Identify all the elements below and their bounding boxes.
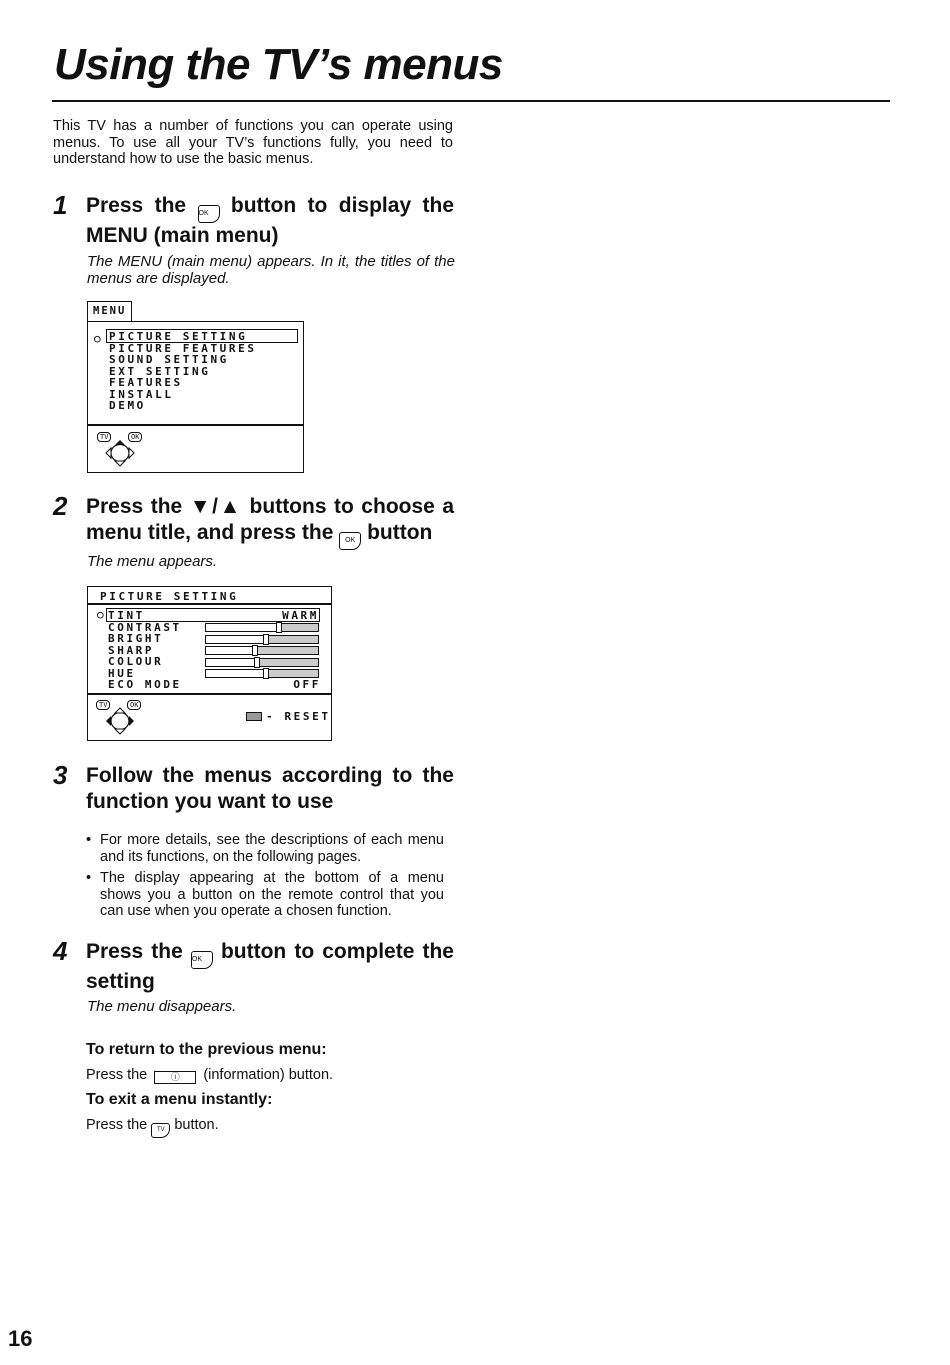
menu-item: PICTURE FEATURES bbox=[109, 341, 257, 355]
picture-setting-screen bbox=[87, 586, 332, 741]
return-text bbox=[86, 1067, 333, 1084]
step-1-text-b: button to display the bbox=[230, 194, 455, 217]
ok-button-icon: OK bbox=[198, 205, 220, 223]
step-4-text-c: setting bbox=[86, 970, 155, 993]
info-button-icon: ⓘ bbox=[154, 1071, 196, 1084]
menu-item: EXT SETTING bbox=[109, 364, 211, 378]
step-2-text-b: menu title, and press the bbox=[86, 521, 334, 544]
grey-button-icon bbox=[246, 712, 262, 721]
menu-item: SOUND SETTING bbox=[109, 353, 229, 366]
step-1-text-c: MENU (main menu) bbox=[86, 224, 279, 247]
menu-screen-tab: MENU bbox=[87, 301, 132, 324]
slider-contrast bbox=[205, 623, 319, 632]
direction-pad-icon bbox=[104, 706, 136, 736]
slider-knob bbox=[263, 634, 269, 645]
ok-button-icon: OK bbox=[191, 951, 213, 969]
step-4-note: The menu disappears. bbox=[87, 998, 237, 1015]
bullet-item: • For more details, see the descriptions of each menu and its functions, on the following pages. bbox=[86, 832, 444, 865]
tv-key-icon: TV bbox=[96, 697, 110, 710]
step-2-text-a: Press the ▼/▲ buttons to choose a bbox=[86, 495, 454, 518]
step-3-text-b: function you want to use bbox=[86, 790, 334, 813]
exit-text-a: Press the bbox=[86, 1117, 148, 1133]
slider-hue bbox=[205, 669, 319, 678]
title-rule bbox=[52, 100, 890, 102]
step-4-text-b: button to complete the bbox=[220, 940, 454, 963]
step-1-text-a: Press the bbox=[86, 194, 187, 217]
slider-knob bbox=[252, 645, 258, 656]
bullet-item: • The display appearing at the bottom of a menu shows you a button on the remote control that you can use when you operate a chosen function. bbox=[86, 870, 444, 920]
reset-label: - RESET bbox=[266, 710, 331, 723]
ok-key-icon: OK bbox=[128, 429, 142, 442]
step-4-text-a: Press the bbox=[86, 940, 183, 963]
slider-knob bbox=[276, 622, 282, 633]
sharp-label: SHARP bbox=[108, 643, 155, 657]
hue-label: HUE bbox=[108, 666, 136, 680]
menu-screen bbox=[87, 321, 304, 473]
step-2-number: 2 bbox=[53, 491, 68, 521]
tv-key-icon: TV bbox=[97, 429, 111, 442]
step-2-note: The menu appears. bbox=[87, 553, 218, 570]
direction-pad-icon bbox=[104, 438, 136, 468]
slider-fill bbox=[206, 624, 278, 631]
picture-screen-title: PICTURE SETTING bbox=[100, 590, 239, 603]
colour-label: COLOUR bbox=[108, 655, 164, 668]
return-text-a: Press the bbox=[86, 1067, 148, 1083]
tint-value: WARM bbox=[282, 609, 319, 622]
eco-mode-label: ECO MODE bbox=[108, 678, 182, 691]
slider-fill bbox=[206, 636, 265, 643]
picture-divider bbox=[88, 693, 331, 695]
slider-fill bbox=[206, 647, 254, 654]
slider-bright bbox=[205, 635, 319, 644]
exit-text bbox=[86, 1117, 219, 1138]
menu-item: INSTALL bbox=[109, 387, 174, 401]
slider-colour bbox=[205, 658, 319, 667]
intro-paragraph: This TV has a number of functions you can operate using menus. To use all your TV’s functions fully, you need to understand how to use the basic menus. bbox=[53, 118, 453, 167]
menu-item: FEATURES bbox=[109, 376, 183, 389]
tint-label: TINT bbox=[108, 609, 145, 622]
ok-button-icon: OK bbox=[339, 532, 361, 550]
picture-title-divider bbox=[88, 603, 331, 605]
cursor-circle-icon: ○ bbox=[97, 608, 104, 621]
menu-item: PICTURE SETTING bbox=[109, 330, 248, 343]
page-number: 16 bbox=[8, 1326, 33, 1351]
return-text-b: (information) button. bbox=[203, 1067, 334, 1083]
step-2-heading bbox=[86, 494, 454, 550]
bullet-list bbox=[86, 832, 444, 925]
step-1-number: 1 bbox=[53, 190, 68, 220]
ok-key-icon: OK bbox=[127, 697, 141, 710]
tv-button-icon: TV bbox=[151, 1123, 170, 1138]
bright-label: BRIGHT bbox=[108, 632, 164, 645]
step-4-number: 4 bbox=[53, 936, 68, 966]
return-heading: To return to the previous menu: bbox=[86, 1041, 327, 1058]
exit-text-b: button. bbox=[174, 1117, 219, 1133]
page-title: Using the TV’s menus bbox=[54, 40, 503, 89]
exit-heading: To exit a menu instantly: bbox=[86, 1091, 273, 1108]
menu-items-list bbox=[109, 331, 257, 412]
slider-knob bbox=[254, 657, 260, 668]
step-3-text-a: Follow the menus according to the bbox=[86, 764, 454, 787]
slider-knob bbox=[263, 668, 269, 679]
step-1-note: The MENU (main menu) appears. In it, the titles of the menus are displayed. bbox=[87, 253, 455, 287]
slider-fill bbox=[206, 670, 265, 677]
cursor-circle-icon: ○ bbox=[94, 332, 101, 345]
picture-settings-labels bbox=[108, 610, 182, 691]
slider-fill bbox=[206, 659, 256, 666]
slider-sharp bbox=[205, 646, 319, 655]
step-3-number: 3 bbox=[53, 760, 68, 790]
step-2-text-c: button bbox=[367, 521, 433, 544]
eco-mode-value: OFF bbox=[293, 678, 321, 691]
menu-divider bbox=[88, 424, 303, 426]
step-3-heading bbox=[86, 763, 454, 815]
menu-item: DEMO bbox=[109, 399, 146, 412]
step-4-heading bbox=[86, 939, 454, 995]
contrast-label: CONTRAST bbox=[108, 620, 182, 634]
step-1-heading bbox=[86, 193, 454, 249]
